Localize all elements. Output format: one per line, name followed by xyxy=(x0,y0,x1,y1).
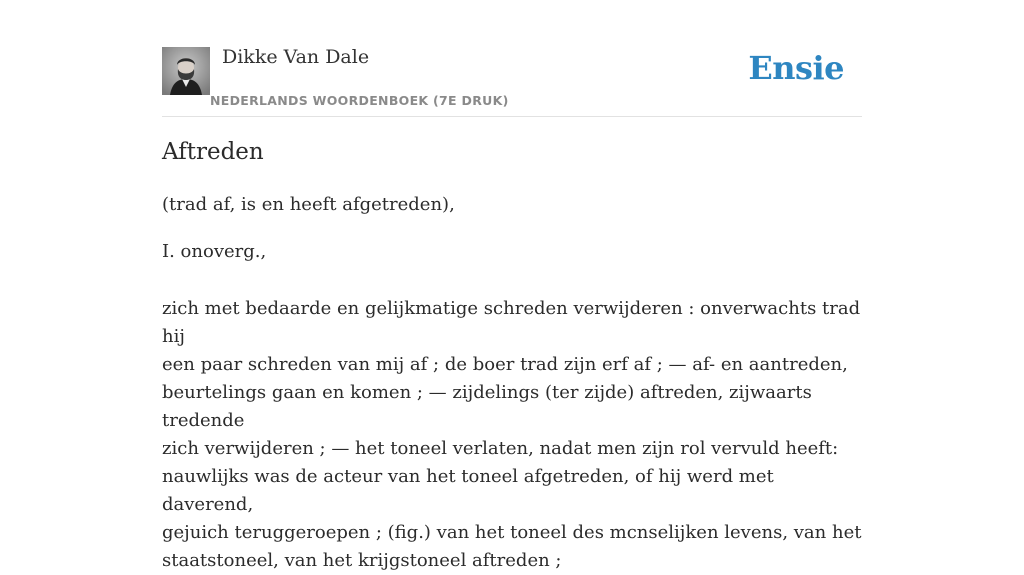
entry-forms: (trad af, is en heeft afgetreden), xyxy=(162,194,455,215)
ensie-logo[interactable]: Ensie xyxy=(748,49,844,87)
author-avatar[interactable] xyxy=(162,47,210,95)
entry-definition: zich met bedaarde en gelijkmatige schreden verwijderen : onverwachts trad hij een paar schreden van mij af ; de boer trad zijn erf af ; — af- en aantreden, beurtelings gaan en komen ; — zijdelings (ter zijde) aftreden, zijwaarts tredende zich verwijderen ; — het toneel verlaten, nadat men zijn rol vervuld heeft: nauwlijks was de acteur van het toneel afgetreden, of hij werd met daverend, gejuich teruggeroepen ; (fig.) van het toneel des mcnselijken levens, van het staatstoneel, van het krijgstoneel aftreden ; xyxy=(162,298,862,571)
entry-sense-label: I. onoverg., xyxy=(162,241,267,262)
portrait-icon xyxy=(162,47,210,95)
author-name[interactable]: Dikke Van Dale xyxy=(222,46,370,68)
entry-title: Aftreden xyxy=(162,139,264,165)
header xyxy=(162,40,862,117)
dictionary-source[interactable]: NEDERLANDS WOORDENBOEK (7E DRUK) xyxy=(210,93,509,108)
